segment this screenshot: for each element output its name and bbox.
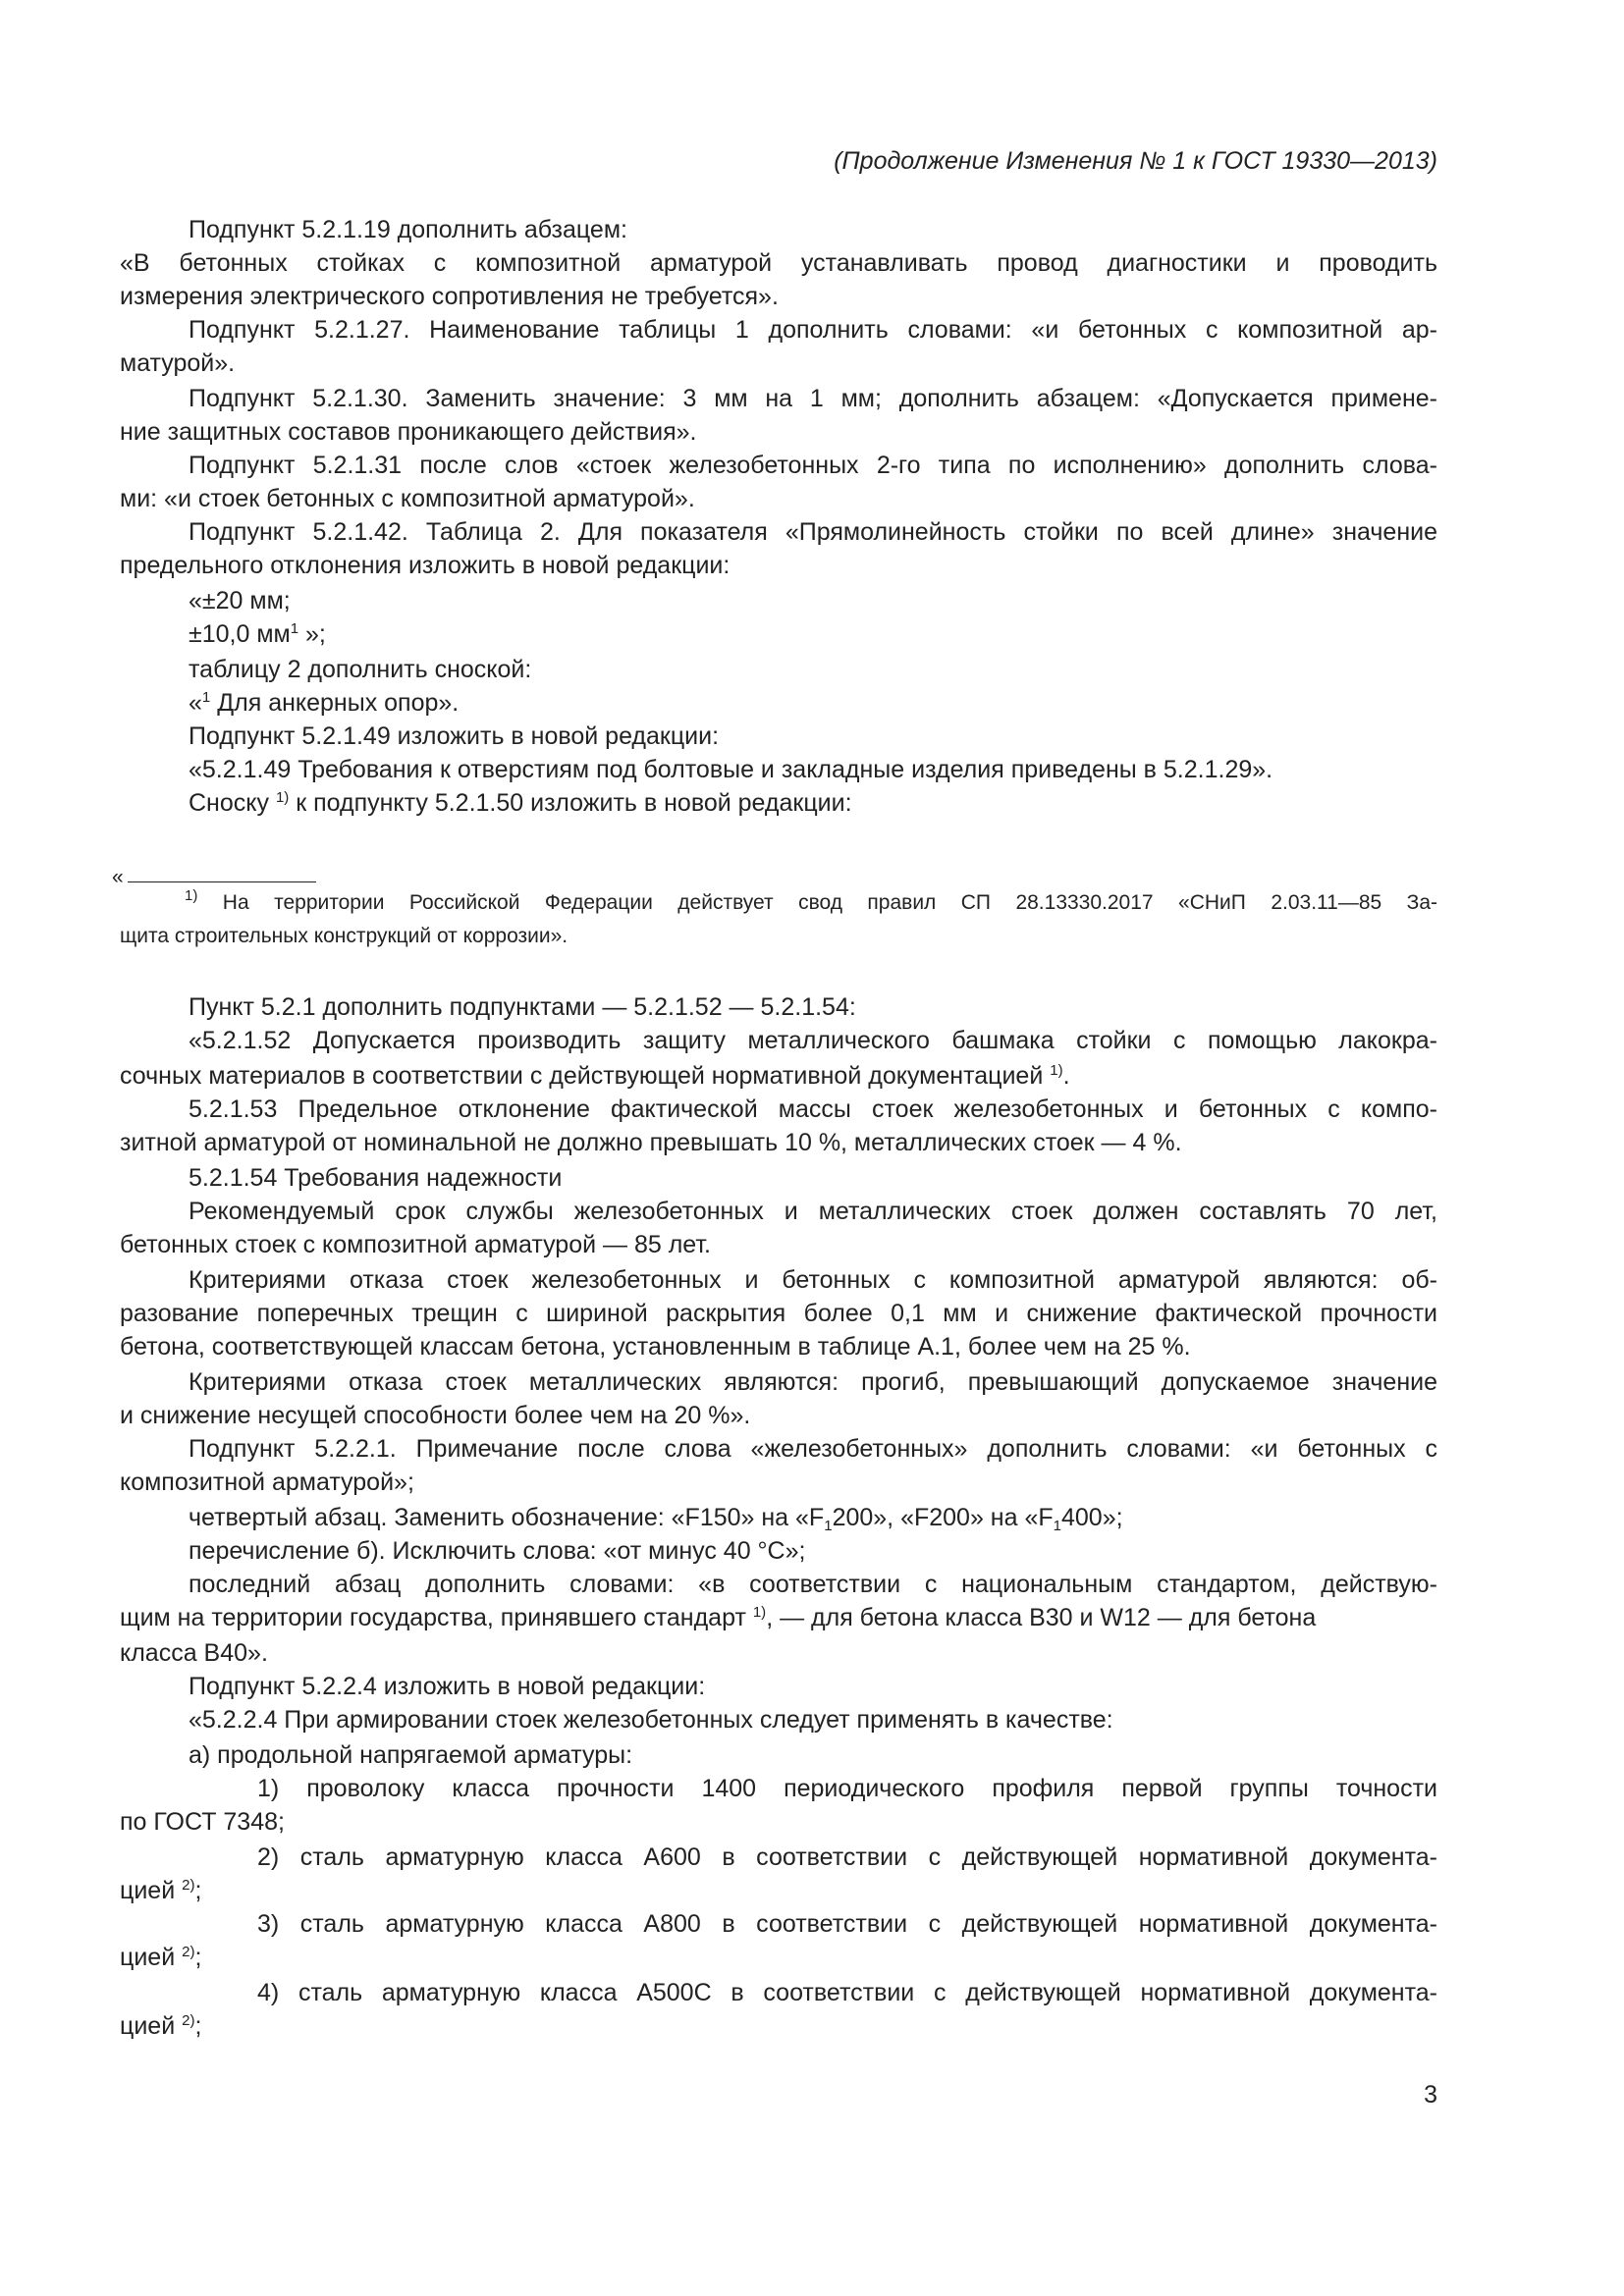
paragraph-line: последний абзац дополнить словами: «в соответствии с национальным стандартом, действую- [189, 1571, 1437, 1598]
paragraph-line: бетона, соответствующей классам бетона, установленным в таблице А.1, более чем на 25 %. [120, 1333, 1191, 1361]
paragraph-line: и снижение несущей способности более чем на 20 %». [120, 1402, 751, 1429]
paragraph-line: сочных материалов в соответствии с действующей нормативной документацией $^{1)}$. [120, 1062, 1070, 1090]
list-item-2: 2) сталь арматурную класса А600 в соответствии с действующей нормативной документа- [257, 1843, 1437, 1871]
list-item-4: 4) сталь арматурную класса А500С в соответствии с действующей нормативной документа- [257, 1979, 1437, 2006]
paragraph-line: предельного отклонения изложить в новой редакции: [120, 552, 731, 579]
paragraph-5-2-1-49: Подпункт 5.2.1.49 изложить в новой редакции: [189, 722, 720, 750]
quoted-footnote-line: $^{1)}$ На территории Российской Федерации действует свод правил СП 28.13330.2017 «СНиП 2.03.11—85 За- [185, 887, 1437, 914]
paragraph-5-2-1-27: Подпункт 5.2.1.27. Наименование таблицы 1 дополнить словами: «и бетонных с композитной ар- [189, 316, 1437, 344]
quoted-footnote-line: щита строительных конструкций от коррозии». [120, 925, 568, 947]
paragraph-line: разование поперечных трещин с шириной раскрытия более 0,1 мм и снижение фактической прочности [120, 1300, 1437, 1327]
paragraph-line: таблицу 2 дополнить сноской: [189, 656, 532, 683]
value-line: ±10,0 $мм^1$ »; [189, 620, 326, 648]
paragraph-5-2-1-42: Подпункт 5.2.1.42. Таблица 2. Для показателя «Прямолинейность стойки по всей длине» значение [189, 518, 1437, 546]
paragraph-5-2-2-4: Подпункт 5.2.2.4 изложить в новой редакции: [189, 1673, 706, 1700]
paragraph-5-2-1-53: 5.2.1.53 Предельное отклонение фактической массы стоек железобетонных и бетонных с компо- [189, 1095, 1437, 1123]
paragraph-line: цией $^{2)}$; [120, 1944, 202, 1971]
paragraph-line: Критериями отказа стоек металлических являются: прогиб, превышающий допускаемое значение [189, 1368, 1437, 1396]
list-heading-a: а) продольной напрягаемой арматуры: [189, 1741, 633, 1769]
paragraph-5-2-1-19: Подпункт 5.2.1.19 дополнить абзацем: [189, 216, 627, 243]
paragraph-line: зитной арматурой от номинальной не должно превышать 10 %, металлических стоек — 4 %. [120, 1129, 1182, 1156]
paragraph-line: класса В40». [120, 1639, 268, 1667]
footnote-rule [128, 881, 316, 882]
paragraph-line: перечисление б). Исключить слова: «от минус 40 °С»; [189, 1537, 806, 1565]
paragraph-line: по ГОСТ 7348; [120, 1808, 285, 1836]
paragraph-line: Сноску $^{1)}$ к подпункту 5.2.1.50 изложить в новой редакции: [189, 789, 852, 817]
paragraph-line: матурой». [120, 349, 236, 377]
paragraph-line: «В бетонных стойках с композитной арматурой устанавливать провод диагностики и проводить [120, 249, 1437, 277]
running-header: (Продолжение Изменения № 1 к ГОСТ 19330—2013) [834, 147, 1437, 175]
paragraph-5-2-1-31: Подпункт 5.2.1.31 после слов «стоек железобетонных 2-го типа по исполнению» дополнить слова- [189, 452, 1437, 479]
paragraph-line: измерения электрического сопротивления не требуется». [120, 283, 779, 310]
paragraph-line: бетонных стоек с композитной арматурой — 85 лет. [120, 1231, 711, 1258]
paragraph-5-2-2-1: Подпункт 5.2.2.1. Примечание после слова «железобетонных» дополнить словами: «и бетонных с [189, 1435, 1437, 1463]
quote-open-mark: « [112, 866, 124, 888]
paragraph-5-2-1-54: 5.2.1.54 Требования надежности [189, 1164, 563, 1192]
list-item-3: 3) сталь арматурную класса А800 в соответствии с действующей нормативной документа- [257, 1910, 1437, 1938]
paragraph-5-2-1: Пункт 5.2.1 дополнить подпунктами — 5.2.1.52 — 5.2.1.54: [189, 993, 856, 1021]
paragraph-line: ми: «и стоек бетонных с композитной арматурой». [120, 485, 695, 512]
paragraph-line: Критериями отказа стоек железобетонных и бетонных с композитной арматурой являются: об- [189, 1266, 1437, 1294]
list-item-1: 1) проволоку класса прочности 1400 периодического профиля первой группы точности [257, 1775, 1437, 1802]
paragraph-line: четвертый абзац. Заменить обозначение: «F150» на «$F_1200$», «F200» на «$F_1400$»; [189, 1504, 1123, 1534]
value-line: «±20 мм; [189, 587, 291, 614]
page-number: 3 [1424, 2081, 1437, 2109]
paragraph-5-2-1-52: «5.2.1.52 Допускается производить защиту металлического башмака стойки с помощью лакокра- [189, 1027, 1437, 1054]
paragraph-line: Рекомендуемый срок службы железобетонных и металлических стоек должен составлять 70 лет, [189, 1198, 1437, 1225]
paragraph-line: цией $^{2)}$; [120, 1877, 202, 1904]
paragraph-line: «5.2.2.4 При армировании стоек железобетонных следует применять в качестве: [189, 1706, 1113, 1734]
footnote-insert-line: «$^1$ Для анкерных опор». [189, 689, 460, 717]
paragraph-line: композитной арматурой»; [120, 1468, 414, 1496]
paragraph-5-2-1-30: Подпункт 5.2.1.30. Заменить значение: 3 мм на 1 мм; дополнить абзацем: «Допускается примене- [189, 385, 1437, 412]
paragraph-line: ние защитных составов проникающего действия». [120, 418, 697, 446]
paragraph-line: цией $^{2)}$; [120, 2012, 202, 2040]
paragraph-line: щим на территории государства, принявшего стандарт $^{1)}$, — для бетона класса В30 и W12 — для бетона [120, 1604, 1317, 1631]
paragraph-line: «5.2.1.49 Требования к отверстиям под болтовые и закладные изделия приведены в 5.2.1.29». [189, 756, 1273, 783]
